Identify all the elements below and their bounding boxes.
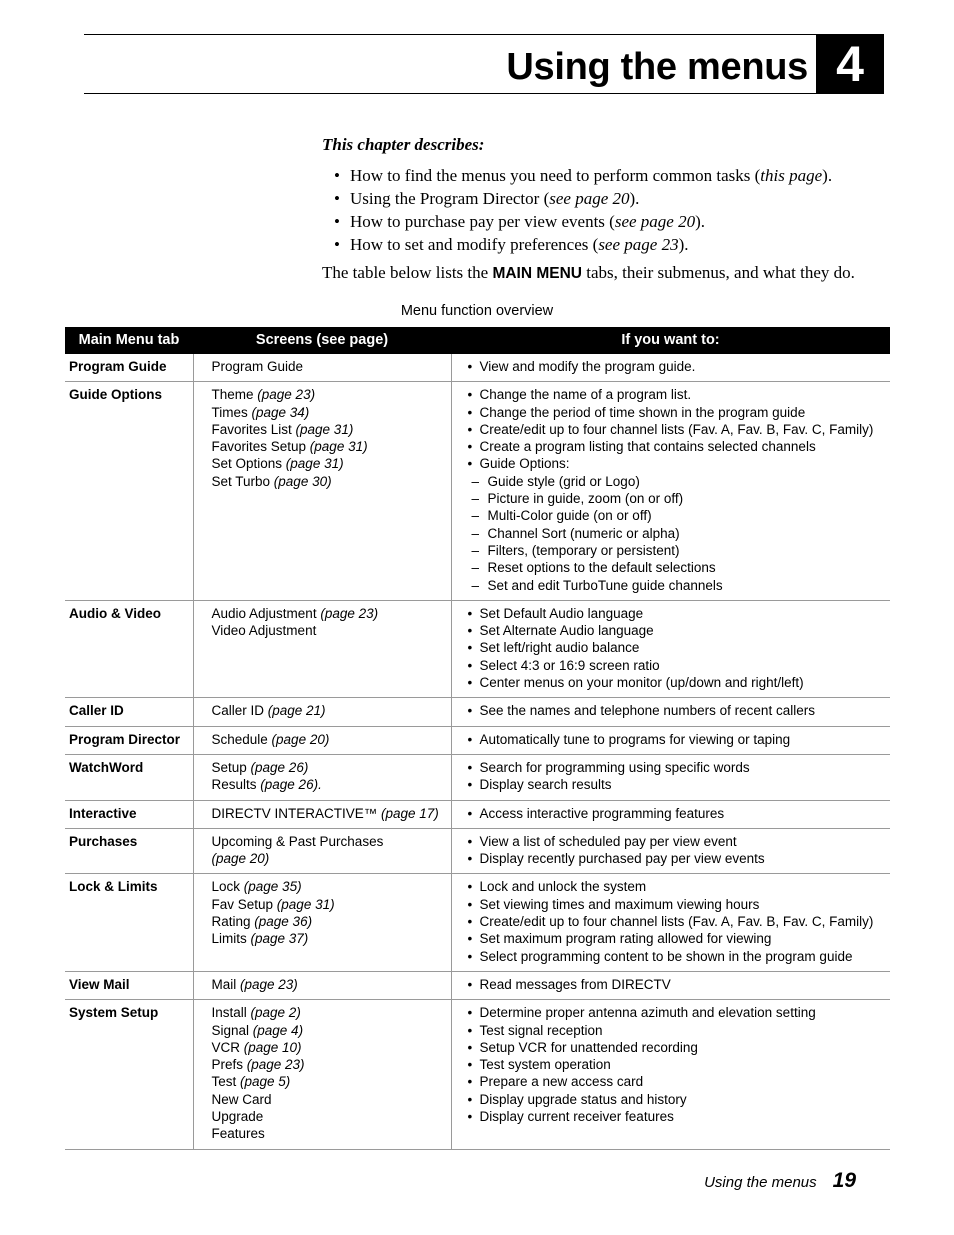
intro-bullet-tail: ). [695, 212, 706, 231]
action-item [468, 833, 885, 850]
action-text: Set viewing times and maximum viewing hours [479, 896, 760, 912]
summary-text: The table below lists the [322, 263, 493, 282]
table-header-row [65, 327, 890, 354]
chapter-intro [322, 134, 902, 302]
action-item [468, 605, 885, 622]
menu-tab-cell: Guide Options [65, 382, 193, 601]
screen-page-ref: (page 30) [273, 473, 332, 489]
action-text: Prepare a new access card [479, 1074, 644, 1090]
dash-marker: – [471, 473, 480, 489]
screen-name: Audio Adjustment [211, 605, 321, 621]
action-item [468, 657, 885, 674]
intro-bullet-tail: ). [629, 189, 640, 208]
screen-page-ref: (page 26) [250, 759, 309, 775]
screen-item [212, 438, 445, 455]
screen-page-ref: (page 23) [257, 387, 316, 403]
screen-item [212, 404, 445, 421]
screen-item [212, 913, 445, 930]
action-text: Display current receiver features [479, 1108, 674, 1124]
screen-item [212, 878, 445, 895]
screen-page-ref: (page 10) [243, 1039, 302, 1055]
actions-cell [451, 382, 890, 601]
screen-item [212, 1004, 445, 1021]
action-item [468, 913, 885, 930]
intro-bullet-tail: ). [822, 166, 833, 185]
sub-option-text: Channel Sort (numeric or alpha) [487, 525, 680, 541]
chapter-title: Using the menus [506, 46, 808, 88]
sub-option-text: Set and edit TurboTune guide channels [487, 577, 723, 593]
main-menu-term: MAIN MENU [492, 265, 582, 282]
intro-bullet-text: Using the Program Director ( [350, 189, 550, 208]
action-text: Guide Options: [479, 456, 570, 472]
action-text: Display search results [479, 777, 612, 793]
menu-tab-cell: System Setup [65, 1000, 193, 1149]
screen-item [212, 473, 445, 490]
sub-option-text: Picture in guide, zoom (on or off) [487, 491, 684, 507]
menu-tab-cell: Purchases [65, 828, 193, 874]
screens-cell [193, 698, 451, 726]
action-item [468, 622, 885, 639]
menu-tab-cell: Lock & Limits [65, 874, 193, 971]
screen-item [212, 896, 445, 913]
screen-name: Features [211, 1126, 265, 1142]
screen-page-ref: (page 26). [260, 777, 322, 793]
action-text: See the names and telephone numbers of recent callers [479, 703, 815, 719]
sub-option-text: Filters, (temporary or persistent) [487, 542, 680, 558]
action-text: View a list of scheduled pay per view event [479, 833, 737, 849]
sub-option-text: Reset options to the default selections [487, 560, 716, 576]
table-row [65, 726, 890, 754]
action-text: Access interactive programming features [479, 805, 725, 821]
table-row [65, 754, 890, 800]
menu-tab-cell: Audio & Video [65, 600, 193, 697]
dash-marker: – [471, 560, 480, 576]
page-footer [704, 1168, 856, 1196]
column-header-actions: If you want to: [451, 327, 890, 354]
screen-item [212, 1073, 445, 1090]
action-text: Search for programming using specific words [479, 759, 750, 775]
table-row [65, 800, 890, 828]
action-item [468, 948, 885, 965]
action-text: Center menus on your monitor (up/down and right/left) [479, 675, 804, 691]
screen-name: Results [211, 777, 261, 793]
intro-bullet [334, 233, 902, 256]
screen-name: Schedule [211, 731, 272, 747]
action-item [468, 1056, 885, 1073]
page-reference: see page 20 [549, 189, 630, 208]
screen-page-ref: (page 36) [254, 914, 313, 930]
action-text: Test system operation [479, 1057, 611, 1073]
action-list [468, 702, 885, 719]
table-row [65, 971, 890, 999]
screen-name: Test [211, 1074, 241, 1090]
table-row [65, 828, 890, 874]
sub-option-item [472, 490, 885, 507]
screen-item [212, 776, 445, 793]
action-text: Test signal reception [479, 1022, 603, 1038]
screens-cell [193, 382, 451, 601]
screen-name: Setup [211, 759, 251, 775]
action-text: Display upgrade status and history [479, 1091, 687, 1107]
menu-tab-cell: Program Guide [65, 354, 193, 382]
action-list [468, 731, 885, 748]
action-list [468, 386, 885, 472]
screen-page-ref: (page 31) [276, 896, 335, 912]
actions-cell [451, 1000, 890, 1149]
actions-cell [451, 698, 890, 726]
sub-option-item [472, 507, 885, 524]
screen-page-ref: (page 35) [243, 879, 302, 895]
action-item [468, 1091, 885, 1108]
screens-cell [193, 828, 451, 874]
intro-bullet-text: How to find the menus you need to perform common tasks ( [350, 166, 761, 185]
action-text: Lock and unlock the system [479, 879, 647, 895]
screen-item [212, 702, 445, 719]
screen-item [212, 421, 445, 438]
sub-option-text: Guide style (grid or Logo) [487, 473, 640, 489]
action-item [468, 702, 885, 719]
screen-item [212, 1125, 445, 1142]
screen-item [212, 731, 445, 748]
action-text: Create/edit up to four channel lists (Fav. A, Fav. B, Fav. C, Family) [479, 421, 874, 437]
action-list [468, 1004, 885, 1125]
action-list [468, 358, 885, 375]
sub-option-item [472, 559, 885, 576]
screen-item [212, 805, 445, 822]
screens-cell [193, 800, 451, 828]
screen-page-ref: (page 23) [240, 976, 298, 992]
menu-tab-cell: WatchWord [65, 754, 193, 800]
action-text: Select 4:3 or 16:9 screen ratio [479, 657, 660, 673]
screen-name: Limits [211, 931, 251, 947]
screen-item [212, 759, 445, 776]
page-reference: see page 23 [598, 235, 679, 254]
dash-marker: – [471, 525, 480, 541]
screen-page-ref: (page 17) [381, 805, 439, 821]
screen-page-ref: (page 5) [240, 1074, 291, 1090]
action-text: Change the period of time shown in the program guide [479, 404, 806, 420]
action-text: Display recently purchased pay per view events [479, 851, 765, 867]
screen-name: Favorites List [211, 421, 296, 437]
screen-page-ref: (page 23) [320, 605, 379, 621]
sub-option-item [472, 473, 885, 490]
action-text: Set Alternate Audio language [479, 623, 654, 639]
action-text: Set Default Audio language [479, 605, 644, 621]
action-item [468, 878, 885, 895]
action-text: Set left/right audio balance [479, 640, 640, 656]
screen-page-ref: (page 2) [250, 1005, 301, 1021]
screen-name: Upcoming & Past Purchases [211, 833, 384, 849]
intro-bullet-text: How to purchase pay per view events ( [350, 212, 615, 231]
screens-cell [193, 971, 451, 999]
screen-name: Favorites Setup [211, 439, 310, 455]
menu-function-table [65, 327, 890, 1150]
action-text: Automatically tune to programs for viewing or taping [479, 731, 791, 747]
table-row [65, 698, 890, 726]
screens-cell [193, 726, 451, 754]
screen-name: Set Options [211, 456, 286, 472]
screen-item [212, 1056, 445, 1073]
actions-cell [451, 800, 890, 828]
screen-name: DIRECTV INTERACTIVE™ [211, 805, 382, 821]
intro-bullet-tail: ). [678, 235, 689, 254]
screen-page-ref: (page 34) [251, 404, 310, 420]
action-text: Create a program listing that contains selected channels [479, 439, 816, 455]
screen-item [212, 1091, 445, 1108]
dash-marker: – [471, 491, 480, 507]
action-text: Determine proper antenna azimuth and elevation setting [479, 1005, 816, 1021]
screen-name: Set Turbo [211, 473, 274, 489]
action-text: Set maximum program rating allowed for viewing [479, 931, 772, 947]
screen-name: Program Guide [211, 359, 304, 374]
action-list [468, 976, 885, 993]
action-item [468, 1073, 885, 1090]
screen-item [212, 930, 445, 947]
screen-page-ref: (page 37) [250, 931, 309, 947]
screen-name: New Card [211, 1091, 272, 1107]
table-caption: Menu function overview [400, 303, 554, 319]
page-reference: this page [760, 166, 823, 185]
action-item [468, 639, 885, 656]
screen-page-ref: (page 20) [271, 731, 330, 747]
column-header-screens: Screens (see page) [193, 327, 451, 354]
screen-name: Prefs [211, 1057, 247, 1073]
action-item [468, 731, 885, 748]
screen-page-ref: (page 31) [295, 421, 354, 437]
screen-name: Theme [211, 387, 258, 403]
table-row [65, 382, 890, 601]
screen-name: Install [211, 1005, 251, 1021]
screens-cell [193, 1000, 451, 1149]
table-row [65, 874, 890, 971]
screen-item [212, 622, 445, 639]
screen-page-ref: (page 4) [252, 1022, 304, 1038]
screens-cell [193, 874, 451, 971]
page-number: 19 [832, 1169, 856, 1192]
action-item [468, 1108, 885, 1125]
chapter-number-box [816, 34, 884, 94]
action-text: Change the name of a program list. [479, 387, 692, 403]
screen-name: Times [211, 404, 252, 420]
action-item [468, 896, 885, 913]
screen-page-ref: (page 21) [267, 703, 326, 719]
table-row [65, 354, 890, 382]
intro-bullet [334, 164, 902, 187]
actions-cell [451, 828, 890, 874]
action-item [468, 759, 885, 776]
table-row [65, 1000, 890, 1149]
menu-tab-cell: Interactive [65, 800, 193, 828]
action-item [468, 1039, 885, 1056]
screen-item [212, 833, 445, 850]
footer-title: Using the menus [704, 1174, 817, 1191]
screen-name: Fav Setup [211, 896, 277, 912]
screen-item [212, 1108, 445, 1125]
screen-name: Upgrade [211, 1108, 264, 1124]
action-item [468, 674, 885, 691]
screen-item [212, 1022, 445, 1039]
screen-name: VCR [211, 1039, 244, 1055]
actions-cell [451, 971, 890, 999]
screen-name: Mail [211, 976, 241, 992]
screen-page-ref: (page 31) [309, 439, 368, 455]
intro-bullet-text: How to set and modify preferences ( [350, 235, 599, 254]
actions-cell [451, 354, 890, 382]
action-item [468, 438, 885, 455]
action-item [468, 850, 885, 867]
screen-page-ref: (page 20) [211, 851, 270, 867]
action-text: Select programming content to be shown in the program guide [479, 948, 853, 964]
actions-cell [451, 600, 890, 697]
intro-bullet-list [322, 164, 902, 256]
screens-cell [193, 354, 451, 382]
action-list [468, 605, 885, 691]
menu-tab-cell: View Mail [65, 971, 193, 999]
summary-text-end: tabs, their submenus, and what they do. [582, 263, 855, 282]
screens-cell [193, 600, 451, 697]
table-body [65, 354, 890, 1149]
actions-cell [451, 874, 890, 971]
action-item [468, 404, 885, 421]
dash-marker: – [471, 542, 480, 558]
action-item [468, 386, 885, 403]
screen-item [212, 386, 445, 403]
action-text: View and modify the program guide. [479, 359, 696, 374]
actions-cell [451, 754, 890, 800]
intro-bullet [334, 187, 902, 210]
action-item [468, 805, 885, 822]
chapter-number: 4 [836, 36, 864, 92]
action-item [468, 1004, 885, 1021]
screen-page-ref: (page 23) [246, 1057, 305, 1073]
screen-item [212, 605, 445, 622]
sub-option-item [472, 525, 885, 542]
intro-bullet [334, 210, 902, 233]
action-item [468, 455, 885, 472]
screen-item [212, 976, 445, 993]
header-rule-bottom [84, 93, 816, 94]
screen-item [212, 358, 445, 375]
action-list [468, 759, 885, 794]
screen-name: Lock [211, 879, 244, 895]
action-item [468, 930, 885, 947]
action-text: Setup VCR for unattended recording [479, 1039, 698, 1055]
screens-cell [193, 754, 451, 800]
action-item [468, 421, 885, 438]
screen-item [212, 850, 445, 867]
dash-marker: – [471, 577, 480, 593]
screen-page-ref: (page 31) [285, 456, 344, 472]
action-item [468, 1022, 885, 1039]
table-row [65, 600, 890, 697]
menu-tab-cell: Caller ID [65, 698, 193, 726]
column-header-tab: Main Menu tab [65, 327, 193, 354]
action-item [468, 976, 885, 993]
action-list [468, 878, 885, 964]
header-rule-top [84, 34, 884, 35]
screen-item [212, 455, 445, 472]
action-item [468, 358, 885, 375]
sub-option-list [468, 473, 885, 594]
screen-item [212, 1039, 445, 1056]
intro-summary [322, 262, 902, 285]
action-item [468, 776, 885, 793]
screen-name: Video Adjustment [211, 623, 317, 639]
page-reference: see page 20 [614, 212, 696, 231]
screen-name: Caller ID [211, 703, 268, 719]
action-list [468, 833, 885, 868]
action-list [468, 805, 885, 822]
screen-name: Signal [211, 1022, 253, 1038]
action-text: Read messages from DIRECTV [479, 976, 671, 992]
dash-marker: – [471, 508, 480, 524]
screen-name: Rating [211, 914, 255, 930]
intro-heading: This chapter describes: [322, 135, 485, 154]
actions-cell [451, 726, 890, 754]
action-text: Create/edit up to four channel lists (Fav. A, Fav. B, Fav. C, Family) [479, 914, 874, 930]
sub-option-item [472, 542, 885, 559]
menu-tab-cell: Program Director [65, 726, 193, 754]
sub-option-item [472, 577, 885, 594]
sub-option-text: Multi-Color guide (on or off) [487, 508, 652, 524]
